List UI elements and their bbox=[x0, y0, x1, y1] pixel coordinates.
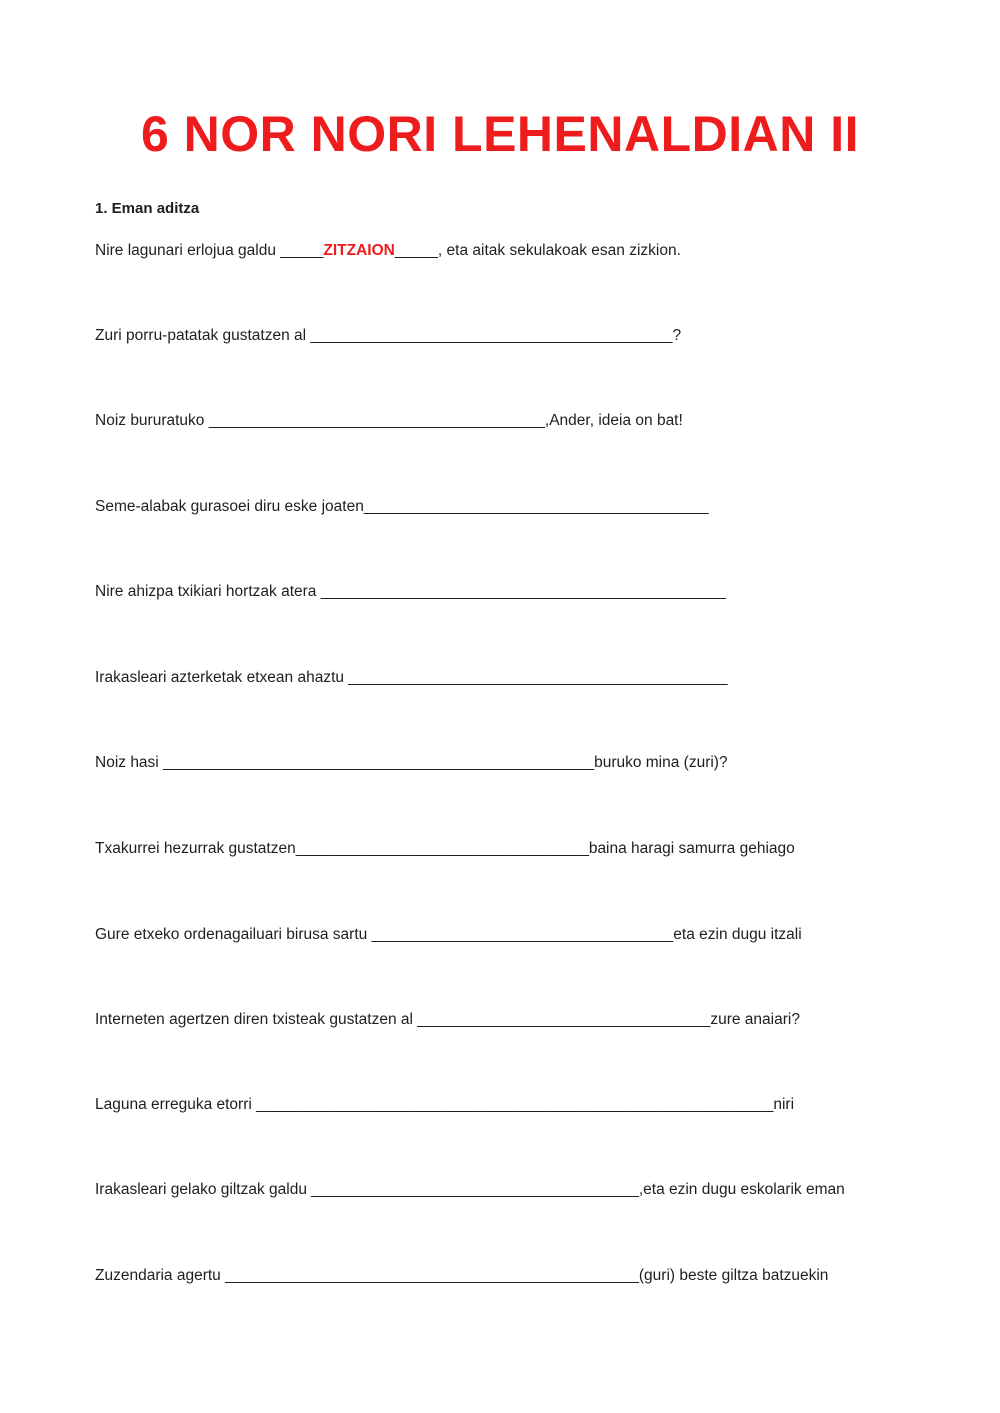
exercise-sentence-5: Irakasleari azterketak etxean ahaztu ____________________________________________ bbox=[95, 669, 728, 686]
page-title: 6 NOR NORI LEHENALDIAN II bbox=[140, 106, 860, 162]
exercise-sentence-11: Irakasleari gelako giltzak galdu ______________________________________,eta ezin dugu eskolarik eman bbox=[95, 1181, 845, 1198]
exercise-sentence-1: Zuri porru-patatak gustatzen al __________________________________________? bbox=[95, 327, 682, 344]
exercise-sentence-4: Nire ahizpa txikiari hortzak atera _______________________________________________ bbox=[95, 583, 726, 600]
example-answer: ZITZAION bbox=[323, 242, 395, 259]
exercise-sentence-7: Txakurrei hezurrak gustatzen__________________________________baina haragi samurra gehiago bbox=[95, 840, 795, 857]
example-text-after: _____, eta aitak sekulakoak esan zizkion. bbox=[394, 242, 681, 259]
exercise-sentence-8: Gure etxeko ordenagailuari birusa sartu ___________________________________eta ezin dugu itzali bbox=[95, 926, 802, 943]
exercise-sentence-3: Seme-alabak gurasoei diru eske joaten________________________________________ bbox=[95, 498, 709, 515]
exercise-sentence-12: Zuzendaria agertu ________________________________________________(guri) beste giltza batzuekin bbox=[95, 1267, 829, 1284]
exercise-sentence-6: Noiz hasi __________________________________________________buruko mina (zuri)? bbox=[95, 754, 728, 771]
exercise-sentence-2: Noiz bururatuko _______________________________________,Ander, ideia on bat! bbox=[95, 412, 683, 429]
section-heading: 1. Eman aditza bbox=[95, 200, 200, 217]
example-sentence bbox=[95, 241, 681, 261]
example-text-before: Nire lagunari erlojua galdu _____ bbox=[95, 242, 324, 259]
exercise-sentence-9: Interneten agertzen diren txisteak gustatzen al __________________________________zure anaiari? bbox=[95, 1011, 800, 1028]
exercise-sentence-10: Laguna erreguka etorri ____________________________________________________________niri bbox=[95, 1096, 795, 1113]
